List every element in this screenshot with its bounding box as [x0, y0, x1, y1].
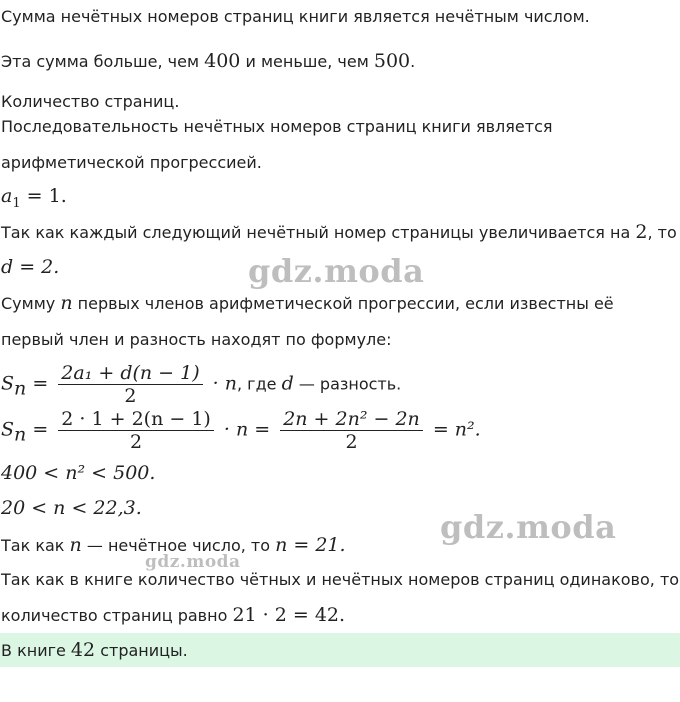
fraction: $\frac{2 \cdot 1 + 2(n - 1)}{2}$ [58, 408, 214, 453]
text-line-9: Сумму n первых членов арифметической прогрессии, если известны её [1, 292, 614, 314]
watermark-3: gdz.moda [145, 552, 241, 572]
text-line-15: Так как n — нечётное число, то n = 21. [1, 534, 346, 556]
answer-text: В книге 42 страницы. [1, 639, 188, 661]
watermark-1: gdz.moda [248, 252, 425, 290]
text-line-16: Так как в книге количество чётных и нечётных номеров страниц одинаково, то [1, 570, 680, 589]
formula-sum: $S_n$ = $\frac{\text{2a₁ + d(n − 1)}}{2}$ · n, где d — разность. [1, 362, 402, 407]
math-inequality-1: 400 < n² < 500. [1, 462, 156, 484]
text-line-10: первый член и разность находят по формуле: [1, 330, 392, 349]
text-line-3: Количество страниц. [1, 92, 180, 111]
text-line-4: Последовательность нечётных номеров страниц книги является [1, 117, 553, 136]
fraction: $\frac{\text{2a₁ + d(n − 1)}}{2}$ [58, 362, 202, 407]
watermark-2: gdz.moda [440, 508, 617, 546]
answer-box [0, 633, 680, 667]
text-line-1: Сумма нечётных номеров страниц книги является нечётным числом. [1, 7, 590, 26]
formula-substitution: $S_n$ = $\frac{2 \cdot 1 + 2(n - 1)}{2}$ · n = $\frac{\text{2n + 2n² − 2n}}{2}$ = n². [1, 408, 481, 453]
text-line-5: арифметической прогрессией. [1, 153, 262, 172]
math-d: d = 2. [1, 256, 60, 278]
text-line-17: количество страниц равно 21 · 2 = 42. [1, 604, 346, 626]
fraction: $\frac{\text{2n + 2n² − 2n}}{2}$ [280, 408, 423, 453]
math-inequality-2: 20 < n < 22,3. [1, 497, 142, 519]
text-line-2: Эта сумма больше, чем 400 и меньше, чем 500. [1, 50, 416, 72]
math-a1: $a_1 = 1$. [1, 185, 67, 211]
text-line-7: Так как каждый следующий нечётный номер страницы увеличивается на 2, то [1, 221, 677, 243]
